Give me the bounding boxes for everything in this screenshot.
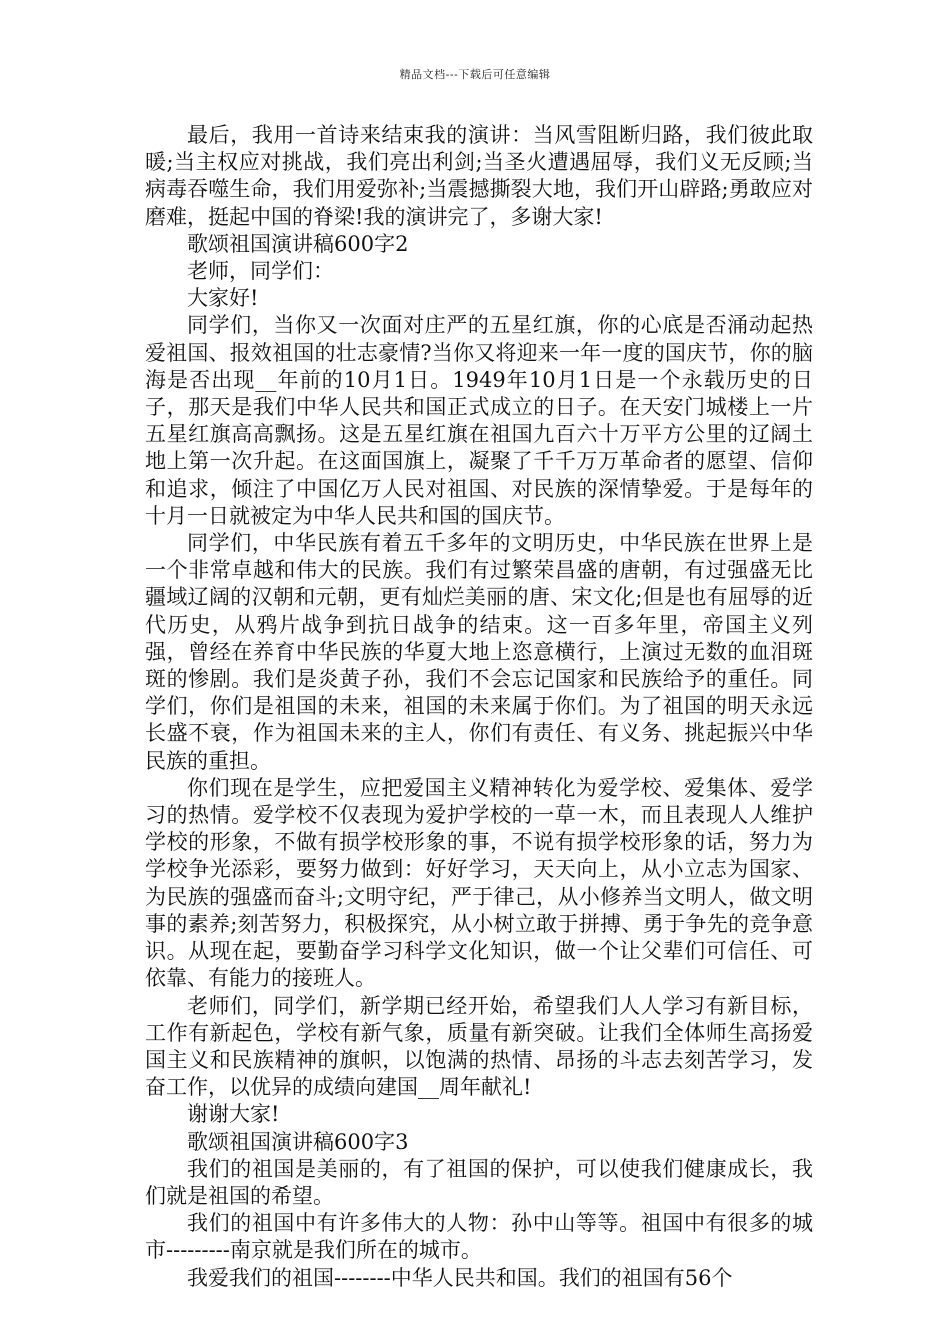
paragraph-great-people: 我们的祖国中有许多伟大的人物：孙中山等等。祖国中有很多的城市---------南京就是我们所在的城市。 [145,1211,813,1263]
greeting: 大家好! [187,286,259,311]
thanks: 谢谢大家! [187,1102,280,1127]
section-heading-3: 歌颂祖国演讲稿600字3 [187,1129,409,1154]
paragraph-students: 你们现在是学生，应把爱国主义精神转化为爱学校、爱集体、爱学习的热情。爱学校不仅表现为爱护学校的一草一木，而且表现人人维护学校的形象，不做有损学校形象的事，不说有损学校形象的话，努力为学校争光添彩，要努力做到：好好学习，天天向上，从小立志为国家、为民族的强盛而奋斗;文明守纪，严于律己，从小修养当文明人，做文明事的素养;刻苦努力，积极探究，从小树立敢于拼搏、勇于争先的竞争意识。从现在起，要勤奋学习科学文化知识，做一个让父辈们可信任、可依靠、有能力的接班人。 [145,775,813,991]
salutation-teachers: 老师，同学们： [187,259,334,284]
page-header: 精品文档---下载后可任意编辑 [399,68,551,81]
paragraph-closing-poem: 最后，我用一首诗来结束我的演讲：当风雪阻断归路，我们彼此取暖;当主权应对挑战，我们亮出利剑;当圣火遭遇屈辱，我们义无反顾;当病毒吞噬生命，我们用爱弥补;当震撼撕裂大地，我们开山辟路;勇敢应对磨难，挺起中国的脊梁!我的演讲完了，多谢大家! [145,123,813,229]
paragraph-new-semester: 老师们，同学们，新学期已经开始，希望我们人人学习有新目标，工作有新起色，学校有新气象，质量有新突破。让我们全体师生高扬爱国主义和民族精神的旗帜，以饱满的热情、昂扬的斗志去刻苦学习，发奋工作，以优异的成绩向建国__周年献礼! [145,993,813,1100]
paragraph-beautiful-motherland: 我们的祖国是美丽的，有了祖国的保护，可以使我们健康成长，我们就是祖国的希望。 [145,1156,813,1208]
paragraph-national-day: 同学们，当你又一次面对庄严的五星红旗，你的心底是否涌动起热爱祖国、报效祖国的壮志豪情?当你又将迎来一年一度的国庆节，你的脑海是否出现__年前的10月1日。1949年10月1日是一个永载历史的日子，那天是我们中华人民共和国正式成立的日子。在天安门城楼上一片五星红旗高高飘扬。这是五星红旗在祖国九百六十万平方公里的辽阔土地上第一次升起。在这面国旗上，凝聚了千千万万革命者的愿望、信仰和追求，倾注了中国亿万人民对祖国、对民族的深情挚爱。于是每年的十月一日就被定为中华人民共和国的国庆节。 [145,313,813,528]
paragraph-love-motherland: 我爱我们的祖国--------中华人民共和国。我们的祖国有56个 [187,1265,733,1290]
paragraph-history: 同学们，中华民族有着五千多年的文明历史，中华民族在世界上是一个非常卓越和伟大的民族。我们有过繁荣昌盛的唐朝，有过强盛无比疆域辽阔的汉朝和元朝，更有灿烂美丽的唐、宋文化;但是也有屈辱的近代历史，从鸦片战争到抗日战争的结束。这一百多年里，帝国主义列强，曾经在养育中华民族的华夏大地上恣意横行，上演过无数的血泪斑斑的惨剧。我们是炎黄子孙，我们不会忘记国家和民族给予的重任。同学们，你们是祖国的未来，祖国的未来属于你们。为了祖国的明天永远长盛不衰，作为祖国未来的主人，你们有责任、有义务、挑起振兴中华民族的重担。 [145,531,813,773]
document-body [145,122,813,1292]
section-heading-2: 歌颂祖国演讲稿600字2 [187,231,409,256]
